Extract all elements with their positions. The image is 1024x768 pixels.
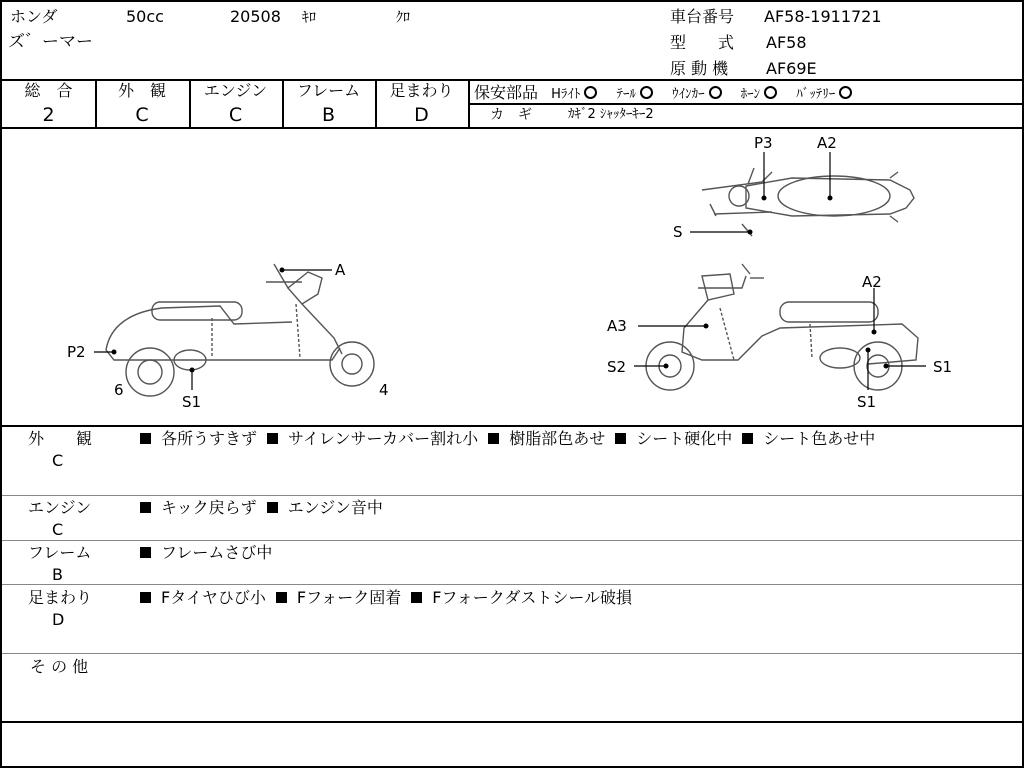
label-s: S bbox=[673, 223, 683, 241]
comment-label: エンジン bbox=[28, 498, 92, 517]
grade-frame: フレーム B bbox=[296, 81, 361, 126]
safety-item-battery: ﾊﾞｯﾃﾘｰ bbox=[796, 87, 852, 102]
left-front-wheel bbox=[330, 342, 374, 386]
frame-no-label: 車台番号 bbox=[670, 7, 735, 26]
grade-overall: 総 合 2 bbox=[24, 81, 73, 126]
label-s2: S2 bbox=[607, 358, 627, 376]
label-p2: P2 bbox=[67, 343, 86, 361]
frame-no: AF58-1911721 bbox=[764, 7, 882, 26]
safety-item-horn: ﾎｰﾝ bbox=[741, 87, 778, 102]
mileage-unit: ｷﾛ bbox=[302, 10, 316, 26]
bullet-square-icon bbox=[140, 592, 151, 603]
comment-items: キック戻らず エンジン音中 bbox=[140, 499, 393, 517]
model-name: ズ゛ーマー bbox=[8, 32, 93, 52]
bullet-square-icon bbox=[276, 592, 287, 603]
label-s1-bottom: S1 bbox=[857, 393, 877, 411]
safety-item-tail: ﾃｰﾙ bbox=[616, 87, 653, 102]
key-label: カ ギ bbox=[490, 107, 532, 123]
label-s1-right: S1 bbox=[933, 358, 953, 376]
label-p3: P3 bbox=[754, 134, 773, 152]
safety-item-headlight: Hﾗｲﾄ bbox=[551, 87, 597, 102]
safety-label: 保安部品 bbox=[474, 83, 539, 102]
bullet-square-icon bbox=[411, 592, 422, 603]
engine-label: 原 動 機 bbox=[670, 59, 729, 78]
type-label: 型 式 bbox=[670, 33, 735, 52]
bullet-square-icon bbox=[742, 433, 753, 444]
ok-circle-icon bbox=[839, 86, 852, 99]
safety-parts-row bbox=[474, 83, 852, 102]
grade-engine: エンジン C bbox=[203, 81, 268, 126]
label-a: A bbox=[335, 261, 346, 279]
bullet-square-icon bbox=[488, 433, 499, 444]
bullet-square-icon bbox=[140, 502, 151, 513]
bullet-square-icon bbox=[267, 502, 278, 513]
top-seat bbox=[778, 176, 890, 216]
right-body bbox=[682, 300, 918, 364]
label-a3: A3 bbox=[607, 317, 627, 335]
bullet-square-icon bbox=[267, 433, 278, 444]
right-muffler bbox=[820, 348, 860, 368]
type-value: AF58 bbox=[766, 33, 807, 52]
ok-circle-icon bbox=[584, 86, 597, 99]
right-headstock bbox=[702, 274, 734, 300]
bullet-square-icon bbox=[140, 433, 151, 444]
left-body-outline bbox=[106, 306, 292, 350]
comment-label: フレーム bbox=[28, 543, 92, 562]
comment-items: Fタイヤひび小 Fフォーク固着 Fフォークダストシール破損 bbox=[140, 589, 642, 607]
ok-circle-icon bbox=[640, 86, 653, 99]
displacement: 50cc bbox=[126, 7, 164, 26]
comment-grade: C bbox=[52, 520, 64, 539]
label-a2-top: A2 bbox=[817, 134, 837, 152]
mileage: 20508 bbox=[230, 7, 281, 26]
comment-items: フレームさび中 bbox=[140, 544, 282, 562]
ok-circle-icon bbox=[709, 86, 722, 99]
bullet-square-icon bbox=[140, 547, 151, 558]
engine-value: AF69E bbox=[766, 59, 817, 78]
top-handlebar bbox=[702, 172, 772, 190]
comment-label: 外 観 bbox=[28, 429, 93, 448]
maker: ホンダ bbox=[10, 7, 58, 26]
key-value: ｶｷﾞ2 ｼｬｯﾀｰｷｰ2 bbox=[568, 107, 654, 122]
comment-grade: D bbox=[52, 610, 65, 629]
grade-exterior: 外 観 C bbox=[117, 81, 166, 126]
comment-grade: C bbox=[52, 451, 64, 470]
grade-suspension: 足まわり D bbox=[389, 81, 454, 126]
label-a2-right: A2 bbox=[862, 273, 882, 291]
left-headstock bbox=[288, 272, 322, 304]
label-4: 4 bbox=[379, 381, 389, 399]
right-seat bbox=[780, 302, 878, 322]
comment-items: 各所うすきず サイレンサーカバー割れ小 樹脂部色あせ シート硬化中 シート色あせ中 bbox=[140, 430, 885, 448]
comment-grade: B bbox=[52, 565, 63, 584]
left-rear-wheel bbox=[126, 348, 174, 396]
comment-label: 足まわり bbox=[28, 588, 93, 607]
ok-circle-icon bbox=[764, 86, 777, 99]
safety-item-winker: ｳｲﾝｶｰ bbox=[672, 87, 722, 102]
label-6: 6 bbox=[114, 381, 124, 399]
label-s1: S1 bbox=[182, 393, 202, 411]
color: ｸﾛ bbox=[396, 10, 410, 26]
comment-label: そ の 他 bbox=[30, 657, 89, 676]
bullet-square-icon bbox=[615, 433, 626, 444]
